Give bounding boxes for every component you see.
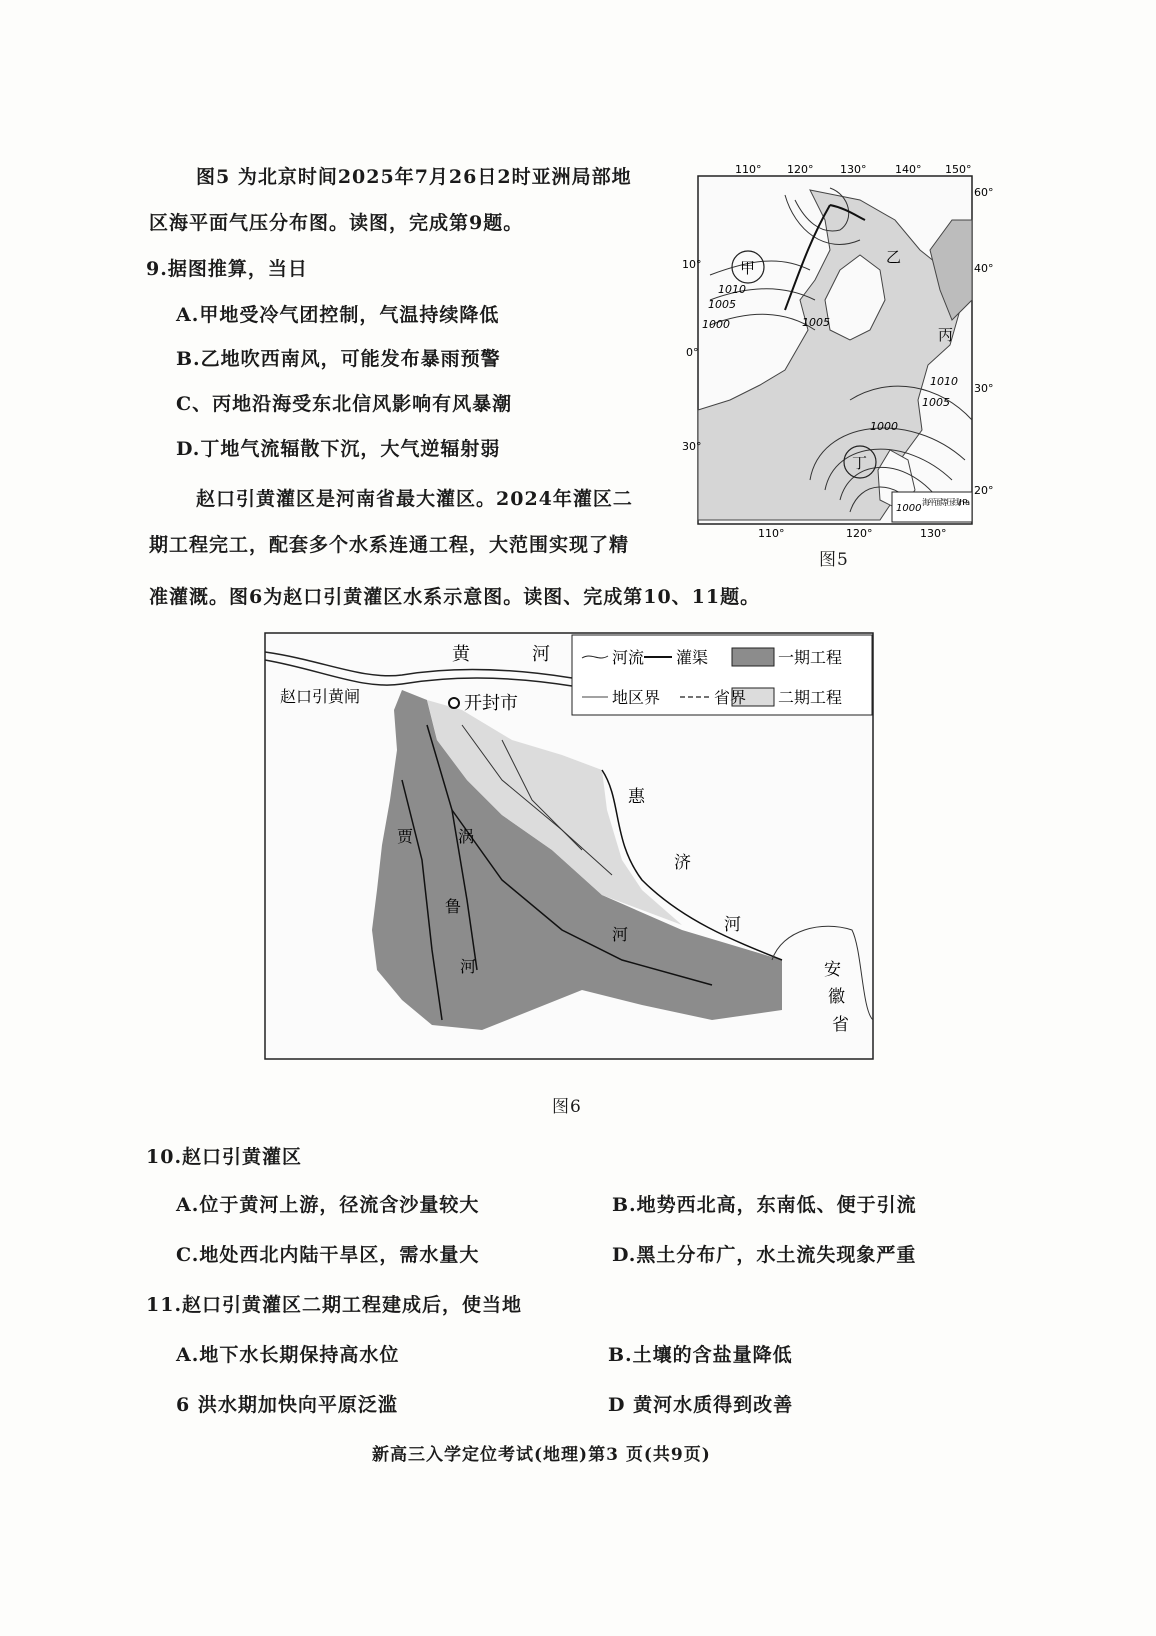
fig5-isobar-1: 1010 <box>718 283 746 296</box>
q11-stem: 11.赵口引黄灌区二期工程建成后，使当地 <box>146 1294 523 1316</box>
fig5-bottom-lon-3: 130° <box>920 527 947 540</box>
fig6-caption: 图6 <box>552 1097 582 1117</box>
q11-option-b: B.土壤的含盐量降低 <box>608 1344 793 1366</box>
fig5-isobar-2: 1005 <box>708 298 736 311</box>
q10-option-d: D.黑土分布广，水土流失现象严重 <box>612 1244 917 1266</box>
fig5-right-lat-4: 20° <box>974 484 994 497</box>
fig5-place-jia: 甲 <box>740 259 756 277</box>
fig5-left-lat-1: 10° <box>682 258 702 271</box>
q10-option-b: B.地势西北高，东南低、便于引流 <box>612 1194 917 1216</box>
label-jialu-1: 贾 <box>397 827 414 846</box>
figure6-irrigation-map <box>262 630 876 1062</box>
q9-option-b: B.乙地吹西南风，可能发布暴雨预警 <box>176 348 501 370</box>
label-sluice: 赵口引黄闸 <box>280 687 361 706</box>
label-huiji-3: 河 <box>724 915 741 935</box>
city-marker-icon <box>449 698 459 708</box>
fig5-top-lon-3: 130° <box>840 163 867 176</box>
label-jialu-3: 河 <box>460 957 477 976</box>
fig5-legend-text: 海平面等压线/hPa <box>922 498 970 507</box>
label-anhui-3: 省 <box>832 1015 849 1035</box>
figure5-pressure-map <box>682 160 994 540</box>
label-jialu-2: 鲁 <box>445 897 462 916</box>
label-guo-1: 涡 <box>458 827 475 846</box>
fig5-place-yi: 乙 <box>886 248 902 266</box>
fig5-right-lat-1: 60° <box>974 186 994 199</box>
intro5-line2: 区海平面气压分布图。读图，完成第9题。 <box>149 212 524 234</box>
q9-stem: 9.据图推算，当日 <box>146 258 308 280</box>
legend-province: 省界 <box>714 688 747 707</box>
fig5-legend <box>892 492 972 522</box>
intro5-line1: 图5 为北京时间2025年7月26日2时亚洲局部地 <box>196 166 632 188</box>
fig5-isobar-5: 1010 <box>930 375 958 388</box>
label-guo-2: 河 <box>612 925 629 944</box>
fig5-top-lon-1: 110° <box>735 163 762 176</box>
label-yellow-river-1: 黄 <box>452 644 470 665</box>
legend-river: 河流 <box>612 648 645 667</box>
legend-phase2: 二期工程 <box>778 688 843 707</box>
fig5-top-lon-4: 140° <box>895 163 922 176</box>
fig5-isobar-4: 1005 <box>802 316 830 329</box>
q9-option-d: D.丁地气流辐散下沉，大气逆辐射弱 <box>176 438 501 460</box>
fig5-isobar-7: 1000 <box>870 420 898 433</box>
intro6-line2: 期工程完工，配套多个水系连通工程，大范围实现了精 <box>149 534 630 556</box>
fig5-caption: 图5 <box>819 550 849 570</box>
fig5-bottom-lon-2: 120° <box>846 527 873 540</box>
fig5-top-lon-5: 150° <box>945 163 972 176</box>
q11-option-a: A.地下水长期保持高水位 <box>176 1344 400 1366</box>
q11-option-d: D 黄河水质得到改善 <box>608 1394 794 1416</box>
fig5-legend-value: 1000 <box>896 503 922 514</box>
label-anhui-2: 徽 <box>828 987 845 1007</box>
legend-phase1-swatch <box>732 648 774 666</box>
fig5-bottom-lon-1: 110° <box>758 527 785 540</box>
fig5-right-lat-3: 30° <box>974 382 994 395</box>
fig5-top-lon-2: 120° <box>787 163 814 176</box>
intro6-line1: 赵口引黄灌区是河南省最大灌区。2024年灌区二 <box>196 488 633 510</box>
q10-stem: 10.赵口引黄灌区 <box>146 1146 303 1168</box>
q10-option-a: A.位于黄河上游，径流含沙量较大 <box>176 1194 480 1216</box>
page-footer: 新高三入学定位考试(地理)第3 页(共9页) <box>372 1445 711 1465</box>
q10-option-c: C.地处西北内陆干旱区，需水量大 <box>176 1244 480 1266</box>
fig5-left-lat-3: 30° <box>682 440 702 453</box>
q9-option-c: C、丙地沿海受东北信风影响有风暴潮 <box>176 393 513 415</box>
fig5-isobar-3: 1000 <box>702 318 730 331</box>
fig5-place-ding: 丁 <box>852 454 868 472</box>
fig5-place-bing: 丙 <box>938 326 954 344</box>
fig5-right-lat-2: 40° <box>974 262 994 275</box>
q11-option-c: 6 洪水期加快向平原泛滥 <box>176 1394 398 1416</box>
legend-phase1: 一期工程 <box>778 648 843 667</box>
label-city: 开封市 <box>464 693 518 714</box>
legend-canal: 灌渠 <box>676 648 709 667</box>
q9-option-a: A.甲地受冷气团控制，气温持续降低 <box>176 304 500 326</box>
label-anhui-1: 安 <box>824 960 841 980</box>
fig5-left-lat-2: 0° <box>686 346 699 359</box>
fig5-isobar-6: 1005 <box>922 396 950 409</box>
intro6-line3: 准灌溉。图6为赵口引黄灌区水系示意图。读图、完成第10、11题。 <box>149 586 761 608</box>
label-yellow-river-2: 河 <box>532 644 550 665</box>
legend-district: 地区界 <box>612 688 661 707</box>
label-huiji-1: 惠 <box>628 787 645 807</box>
label-huiji-2: 济 <box>674 853 691 873</box>
